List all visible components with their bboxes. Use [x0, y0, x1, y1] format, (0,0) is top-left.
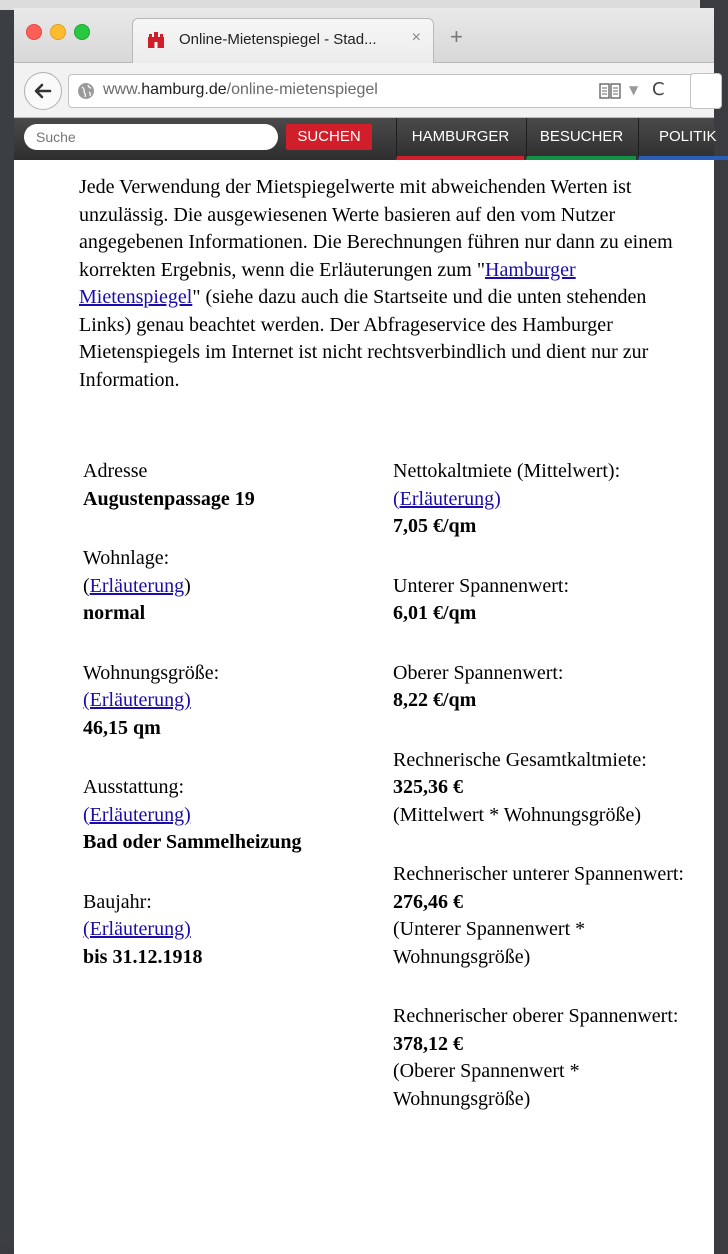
- back-button[interactable]: [24, 72, 62, 110]
- baujahr-value: bis 31.12.1918: [83, 945, 203, 968]
- search-button[interactable]: SUCHEN: [286, 124, 372, 150]
- tab-bar: [14, 8, 714, 63]
- groesse-erlaeuterung-link[interactable]: (Erläuterung): [83, 689, 191, 711]
- baujahr-label: Baujahr:: [83, 890, 152, 913]
- ausstattung-label: Ausstattung:: [83, 776, 185, 798]
- wohnlage-value: normal: [83, 602, 146, 624]
- r-unterer-note: (Unterer Spannenwert * Wohnungsgröße): [393, 918, 586, 968]
- address-block: [83, 458, 373, 513]
- browser-window: [14, 8, 717, 1254]
- intro-paragraph: Jede Verwendung der Mietspiegelwerte mit abweichenden Werten ist unzulässig. Die ausgewiesenen Werte basieren auf den vom Nutzer angegebenen Informationen. Die Berechnungen führen nur dann zu einem korrekten Ergebnis, wenn die Erläuterungen zum "Hamburger Mietenspiegel" (siehe dazu auch die Startseite und die unten stehenden Links) genau beachtet werden. Der Abfrageservice des Hamburger Mietenspiegels im Internet ist nicht rechtsverbindlich und dient nur zur Information.: [79, 176, 673, 391]
- navigation-bar: [14, 63, 714, 118]
- minimize-window-button[interactable]: [50, 24, 66, 40]
- input-summary-column: [83, 458, 373, 1003]
- address-value: Augustenpassage 19: [83, 487, 255, 510]
- unterer-label: Unterer Spannenwert:: [393, 574, 570, 597]
- gesamt-label: Rechnerische Gesamtkaltmiete:: [393, 748, 647, 771]
- oberer-block: [393, 660, 693, 715]
- hamburg-castle-icon: [147, 31, 165, 49]
- baujahr-erlaeuterung-link[interactable]: (Erläuterung): [83, 918, 191, 940]
- gesamt-value: 325,36 €: [393, 776, 463, 798]
- result-column: [393, 458, 693, 1145]
- address-bar[interactable]: [68, 74, 700, 108]
- wohnlage-erlaeuterung-link[interactable]: Erläuterung: [89, 574, 185, 597]
- netto-erlaeuterung-link[interactable]: (Erläuterung): [393, 487, 501, 510]
- groesse-block: [83, 660, 373, 743]
- r-oberer-block: [393, 1003, 693, 1113]
- close-tab-icon[interactable]: ×: [411, 29, 421, 46]
- nav-tab-besucher[interactable]: BESUCHER: [526, 118, 636, 160]
- ausstattung-block: [83, 774, 373, 857]
- netto-block: [393, 458, 693, 541]
- reader-view-icon[interactable]: [599, 82, 621, 100]
- globe-icon: [77, 82, 95, 100]
- baujahr-block: [83, 889, 373, 972]
- gesamt-block: [393, 747, 693, 830]
- browser-tab[interactable]: [132, 18, 434, 63]
- r-oberer-value: 378,12 €: [393, 1032, 463, 1055]
- netto-label: Nettokaltmiete (Mittelwert):: [393, 460, 621, 482]
- nav-tab-politik[interactable]: POLITIK: [638, 118, 728, 160]
- dropdown-arrow-icon[interactable]: ▼: [629, 83, 639, 97]
- page-content: [14, 160, 714, 1254]
- new-tab-button[interactable]: +: [450, 24, 463, 49]
- wohnlage-block: [83, 545, 373, 628]
- ausstattung-erlaeuterung-link[interactable]: (Erläuterung): [83, 803, 191, 826]
- address-label: Adresse: [83, 460, 148, 482]
- url-text: www.hamburg.de/online-mietenspiegel: [103, 81, 378, 98]
- toolbar-button[interactable]: [690, 73, 722, 109]
- r-unterer-value: 276,46 €: [393, 890, 463, 913]
- wohnlage-link-line: (Erläuterung): [83, 574, 191, 597]
- zoom-window-button[interactable]: [74, 24, 90, 40]
- groesse-label: Wohnungsgröße:: [83, 661, 220, 684]
- close-window-button[interactable]: [26, 24, 42, 40]
- desktop-edge: [0, 10, 14, 1246]
- tab-title: Online-Mietenspiegel - Stad...: [179, 31, 377, 48]
- r-unterer-label: Rechnerischer unterer Spannenwert:: [393, 863, 684, 885]
- unterer-value: 6,01 €/qm: [393, 602, 477, 624]
- search-input[interactable]: [24, 124, 278, 150]
- nav-tab-hamburger[interactable]: HAMBURGER: [396, 118, 524, 160]
- oberer-value: 8,22 €/qm: [393, 689, 477, 711]
- groesse-value: 46,15 qm: [83, 716, 161, 739]
- r-oberer-label: Rechnerischer oberer Spannenwert:: [393, 1005, 679, 1027]
- r-unterer-block: [393, 861, 693, 971]
- oberer-label: Oberer Spannenwert:: [393, 661, 564, 684]
- back-arrow-icon: [33, 81, 53, 101]
- hamburger-mietenspiegel-link[interactable]: Hamburger Mietenspiegel: [79, 258, 576, 308]
- unterer-block: [393, 573, 693, 628]
- site-header: [14, 118, 717, 160]
- reload-icon[interactable]: C: [652, 79, 665, 100]
- wohnlage-label: Wohnlage:: [83, 547, 170, 569]
- netto-value: 7,05 €/qm: [393, 515, 477, 537]
- gesamt-note: (Mittelwert * Wohnungsgröße): [393, 803, 641, 826]
- ausstattung-value: Bad oder Sammelheizung: [83, 831, 302, 853]
- r-oberer-note: (Oberer Spannenwert * Wohnungsgröße): [393, 1060, 580, 1110]
